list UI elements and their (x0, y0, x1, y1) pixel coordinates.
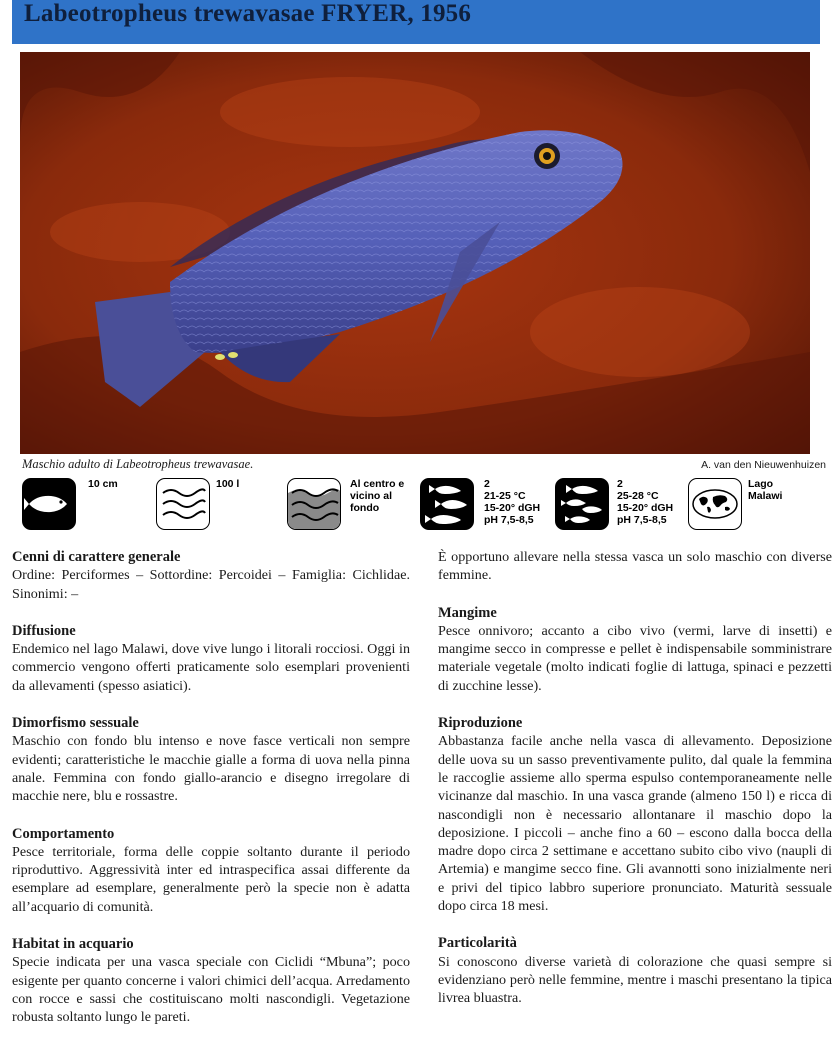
section-text: Pesce onnivoro; accanto a cibo vivo (vermi, larve di insetti) e mangime secco in compresse e pellet è indispensabile somministrare materiale vegetale (molto indicati foglie di lattuga, spinaci e pezzetti di zucchine lesse). (438, 622, 832, 694)
section-behaviour (12, 825, 410, 916)
section-heading: Particolarità (438, 935, 517, 952)
section-distribution (12, 622, 410, 695)
photo-credit: A. van den Nieuwenhuizen (701, 459, 826, 471)
section-food (438, 604, 832, 695)
fish-photo (20, 52, 810, 454)
section-heading: Mangime (438, 604, 497, 621)
fish-size-label: 10 cm (88, 478, 118, 490)
tank-volume-label: 100 l (216, 478, 240, 490)
section-text: Pesce territoriale, forma delle coppie soltanto durante il periodo riproduttivo. Aggressività inter ed intraspecifica assai differente da esemplare ad esemplare, generalmente però la specie non è adatta all’acquario di comunità. (12, 843, 410, 915)
right-column (438, 548, 832, 1027)
school-water-params: 2 21-25 °C 15-20° dGH pH 7,5-8,5 (484, 478, 541, 526)
water-level-icon (287, 478, 341, 530)
section-reproduction (438, 714, 832, 915)
section-heading: Dimorfismo sessuale (12, 715, 139, 732)
section-heading: Riproduzione (438, 715, 523, 732)
title-bar (12, 0, 820, 44)
water-level-label: Al centro e vicino al fondo (350, 478, 405, 514)
section-text: Specie indicata per una vasca speciale con Ciclidi “Mbuna”; poco esigente per quanto concerne i valori chimici dell’acqua. Arredamento con rocce e sassi che costituiscano molti nascondigli. Vegetazione robusta soltanto lungo le pareti. (12, 954, 410, 1026)
section-text: Si conoscono diverse varietà di colorazione che quasi sempre si evidenziano però nelle femmine, mentre i maschi presentano la tipica livrea bluastra. (438, 953, 832, 1007)
section-dimorphism (12, 714, 410, 805)
breeding-water-params: 2 25-28 °C 15-20° dGH pH 7,5-8,5 (617, 478, 674, 526)
section-text: È opportuno allevare nella stessa vasca un solo maschio con diverse femmine. (438, 549, 832, 584)
school-fish-icon (420, 478, 474, 530)
section-heading: Cenni di carattere generale (12, 549, 181, 565)
section-habitat (12, 935, 410, 1026)
page-title: Labeotropheus trewavasae FRYER, 1956 (24, 0, 472, 27)
section-general (12, 548, 410, 603)
breeding-fish-icon (555, 478, 609, 530)
section-text: Maschio con fondo blu intenso e nove fasce verticali non sempre evidenti; caratteristiche le macchie gialle a forma di uova nella pinna anale. Femmina con fondo giallo-arancio e disegno irregolare di macchie nere, blu e rossastre. (12, 733, 410, 805)
photo-caption: Maschio adulto di Labeotropheus trewavasae. (22, 457, 254, 471)
section-heading: Habitat in acquario (12, 936, 134, 953)
tank-volume-icon (156, 478, 210, 530)
section-text: Ordine: Perciformes – Sottordine: Percoidei – Famiglia: Cichlidae. Sinonimi: – (12, 567, 410, 602)
section-habitat-continued (438, 548, 832, 585)
region-label: Lago Malawi (748, 478, 783, 502)
section-heading: Comportamento (12, 825, 115, 842)
fish-size-icon (22, 478, 76, 530)
left-column (12, 548, 410, 1046)
world-map-icon (688, 478, 742, 530)
section-text: Endemico nel lago Malawi, dove vive lungo i litorali rocciosi. Oggi in commercio vengono offerti praticamente solo esemplari provenienti da allevamenti (spesso asiatici). (12, 641, 410, 694)
section-particularity (438, 934, 832, 1007)
section-heading: Diffusione (12, 622, 76, 639)
section-text: Abbastanza facile anche nella vasca di allevamento. Deposizione delle uova su un sasso preventivamente pulito, dal quale la femmina le raccoglie assieme allo sperma espulso contemporaneamente nelle vicinanze dal maschio. In una vasca grande (almeno 150 l) e ricca di nascondigli non è necessario allontanare il maschio dopo la deposizione. I piccoli – anche fino a 60 – escono dalla bocca della madre dopo circa 2 settimane e accettano subito cibo vivo (naupli di Artemia) e mangime secco fine. Gli avannotti sono inizialmente neri e privi del tipico labbro superiore pronunciato. Maturità sessuale dopo circa 18 mesi. (438, 733, 832, 915)
